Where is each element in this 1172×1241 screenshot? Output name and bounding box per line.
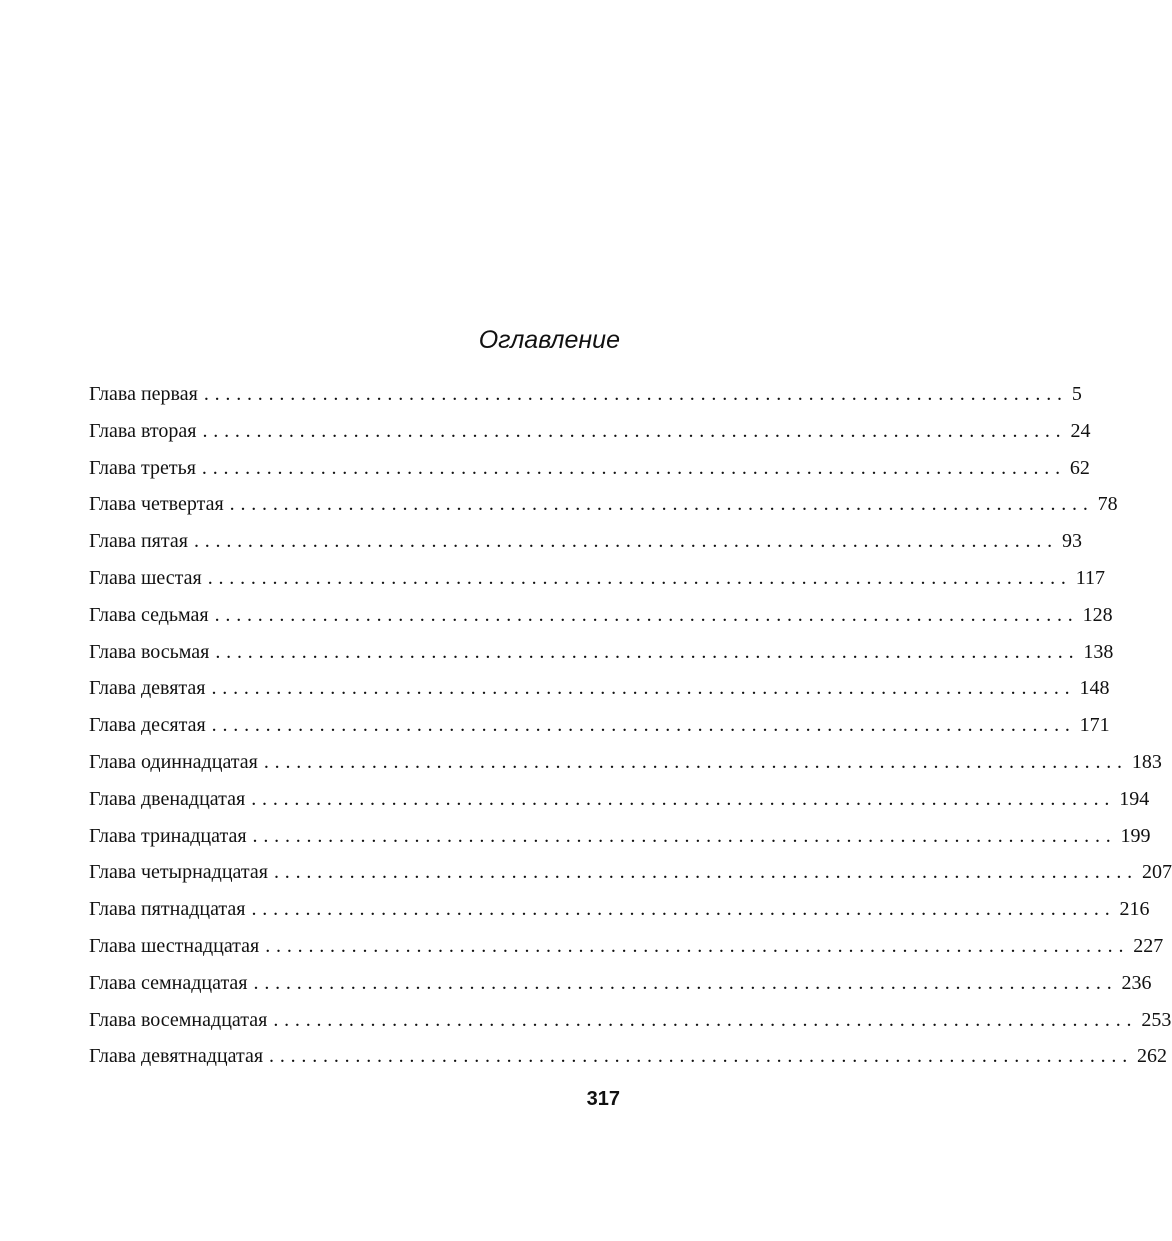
- toc-entry-label: Глава девятнадцатая: [89, 1045, 264, 1068]
- toc-entry-label: Глава третья: [89, 456, 196, 479]
- dot-leader: ................................................................................: [193, 530, 1058, 553]
- toc-entry: [89, 450, 1090, 487]
- toc-entry-label: Глава пятая: [89, 530, 188, 553]
- toc-entry: [89, 818, 1151, 855]
- toc-entry: [89, 781, 1150, 818]
- toc-entry-label: Глава седьмая: [89, 603, 209, 626]
- toc-entry: [89, 376, 1082, 413]
- toc-entry: [89, 707, 1110, 744]
- toc-entry: [89, 670, 1110, 707]
- toc-entry-label: Глава одиннадцатая: [89, 750, 258, 773]
- toc-list: [89, 376, 1172, 1075]
- toc-entry-page: 199: [1120, 824, 1151, 847]
- toc-entry-page: 207: [1141, 861, 1172, 884]
- toc-entry-label: Глава тринадцатая: [89, 824, 247, 847]
- dot-leader: ................................................................................: [263, 750, 1128, 773]
- toc-entry: [89, 523, 1082, 560]
- dot-leader: ................................................................................: [229, 493, 1094, 516]
- toc-entry: [89, 854, 1172, 891]
- toc-entry-label: Глава семнадцатая: [89, 971, 248, 994]
- dot-leader: ................................................................................: [252, 824, 1117, 847]
- toc-entry: [89, 486, 1118, 523]
- toc-title: Оглавление: [478, 326, 620, 354]
- toc-entry-page: 194: [1119, 787, 1150, 810]
- toc-entry-label: Глава четвертая: [89, 493, 224, 516]
- dot-leader: ................................................................................: [273, 861, 1138, 884]
- dot-leader: ................................................................................: [201, 456, 1066, 479]
- toc-entry-page: 262: [1137, 1045, 1168, 1068]
- toc-entry-label: Глава шестая: [89, 566, 202, 589]
- page-number: 317: [586, 1088, 620, 1110]
- toc-entry-page: 227: [1133, 934, 1164, 957]
- toc-entry-page: 148: [1079, 677, 1110, 700]
- dot-leader: ................................................................................: [207, 566, 1072, 589]
- toc-entry: [89, 413, 1091, 450]
- dot-leader: ................................................................................: [273, 1008, 1138, 1031]
- dot-leader: ................................................................................: [215, 640, 1080, 663]
- toc-entry: [89, 634, 1114, 671]
- dot-leader: ................................................................................: [251, 787, 1116, 810]
- dot-leader: ................................................................................: [211, 714, 1076, 737]
- toc-entry: [89, 928, 1164, 965]
- toc-entry-page: 93: [1061, 530, 1082, 553]
- toc-entry-page: 183: [1131, 750, 1162, 773]
- toc-entry-label: Глава девятая: [89, 677, 206, 700]
- toc-entry-page: 5: [1071, 383, 1082, 405]
- dot-leader: ................................................................................: [251, 898, 1116, 921]
- toc-entry: [89, 744, 1162, 781]
- toc-entry-label: Глава восемнадцатая: [89, 1008, 268, 1031]
- toc-entry-page: 253: [1141, 1008, 1172, 1031]
- dot-leader: ................................................................................: [202, 419, 1067, 442]
- toc-entry-label: Глава четырнадцатая: [89, 861, 268, 884]
- dot-leader: ................................................................................: [253, 971, 1118, 994]
- toc-entry: [89, 560, 1105, 597]
- dot-leader: ................................................................................: [265, 934, 1130, 957]
- toc-entry-page: 62: [1069, 456, 1090, 479]
- toc-entry-label: Глава двенадцатая: [89, 787, 246, 810]
- toc-entry: [89, 1002, 1172, 1039]
- toc-entry-label: Глава пятнадцатая: [89, 898, 246, 921]
- dot-leader: ................................................................................: [269, 1045, 1134, 1068]
- toc-entry-label: Глава первая: [89, 383, 198, 405]
- toc-entry-page: 138: [1083, 640, 1114, 663]
- toc-entry-label: Глава восьмая: [89, 640, 210, 663]
- toc-entry-page: 236: [1121, 971, 1152, 994]
- toc-entry: [89, 965, 1152, 1002]
- dot-leader: ................................................................................: [211, 677, 1076, 700]
- dot-leader: ................................................................................: [214, 603, 1079, 626]
- toc-entry-page: 24: [1070, 419, 1091, 442]
- toc-entry-page: 128: [1082, 603, 1113, 626]
- toc-entry: [89, 1038, 1168, 1075]
- toc-entry-page: 78: [1097, 493, 1118, 516]
- toc-entry-label: Глава десятая: [89, 714, 206, 737]
- toc-entry: [89, 597, 1113, 634]
- toc-entry-page: 171: [1079, 714, 1110, 737]
- toc-entry-label: Глава шестнадцатая: [89, 934, 260, 957]
- toc-entry-page: 117: [1075, 566, 1105, 589]
- toc-entry: [89, 891, 1150, 928]
- toc-entry-label: Глава вторая: [89, 419, 197, 442]
- toc-entry-page: 216: [1119, 898, 1150, 921]
- dot-leader: ................................................................................: [203, 383, 1068, 405]
